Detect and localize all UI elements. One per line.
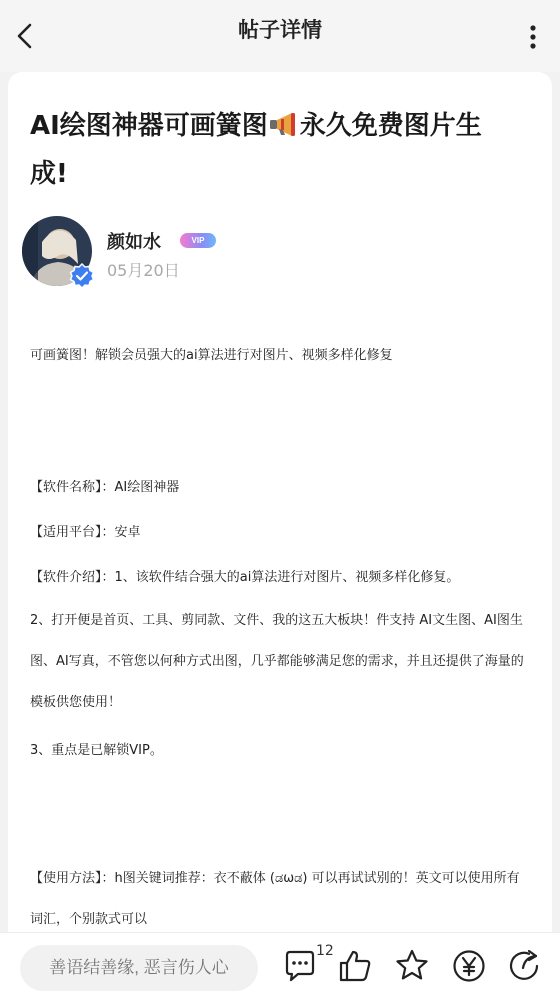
post-date: 05月20日	[107, 261, 180, 280]
post-card	[8, 72, 552, 932]
reward-button[interactable]	[451, 948, 487, 984]
paragraph-description: 【软件介绍】：1、该软件结合强大的ai算法进行对图片、视频多样化修复。	[30, 570, 460, 585]
post-title-part2: 永久免费图片生成!	[30, 111, 482, 189]
star-icon	[394, 948, 430, 984]
like-icon	[337, 948, 373, 984]
favorite-button[interactable]	[394, 948, 430, 984]
paragraph-intro: 可画簧图！解锁会员强大的ai算法进行对图片、视频多样化修复	[30, 348, 393, 363]
reward-yen-icon	[451, 948, 487, 984]
comment-button[interactable]	[282, 948, 318, 984]
comment-icon	[282, 948, 318, 984]
share-icon	[507, 948, 543, 984]
page-title: 帖子详情	[238, 18, 322, 42]
paragraph-software-name: 【软件名称】：AI绘图神器	[30, 480, 180, 495]
author-name[interactable]: 颜如水	[107, 232, 161, 253]
comment-count: 12	[316, 943, 334, 959]
share-button[interactable]	[507, 948, 543, 984]
vip-badge: VIP	[180, 233, 216, 248]
author-info[interactable]	[22, 216, 422, 296]
paragraph-usage: 【使用方法】：h图关键词推荐：衣不蔽体 (ಡωಡ) 可以再试试别的！英文可以使用所有词汇，个别款式可以	[30, 871, 520, 927]
more-options-button[interactable]	[526, 24, 540, 50]
comment-input[interactable]	[20, 945, 258, 991]
verified-check-icon	[69, 263, 95, 289]
post-title-part1: AI绘图神器可画簧图	[30, 111, 268, 141]
paragraph-vip: 3、重点是已解锁VIP。	[30, 743, 163, 758]
bottom-action-bar	[0, 932, 560, 1000]
like-button[interactable]	[337, 948, 373, 984]
paragraph-features: 2、打开便是首页、工具、剪同款、文件、我的这五大板块！件支持 AI文生图、AI图生图、AI写真，不管您以何种方式出图，几乎都能够满足您的需求，并且还提供了海量的模板供您使用！	[30, 613, 524, 710]
post-title	[30, 102, 510, 198]
paragraph-platform: 【适用平台】：安卓	[30, 525, 141, 540]
top-bar	[0, 0, 560, 72]
megaphone-icon	[268, 105, 300, 131]
more-vertical-icon	[526, 24, 540, 50]
